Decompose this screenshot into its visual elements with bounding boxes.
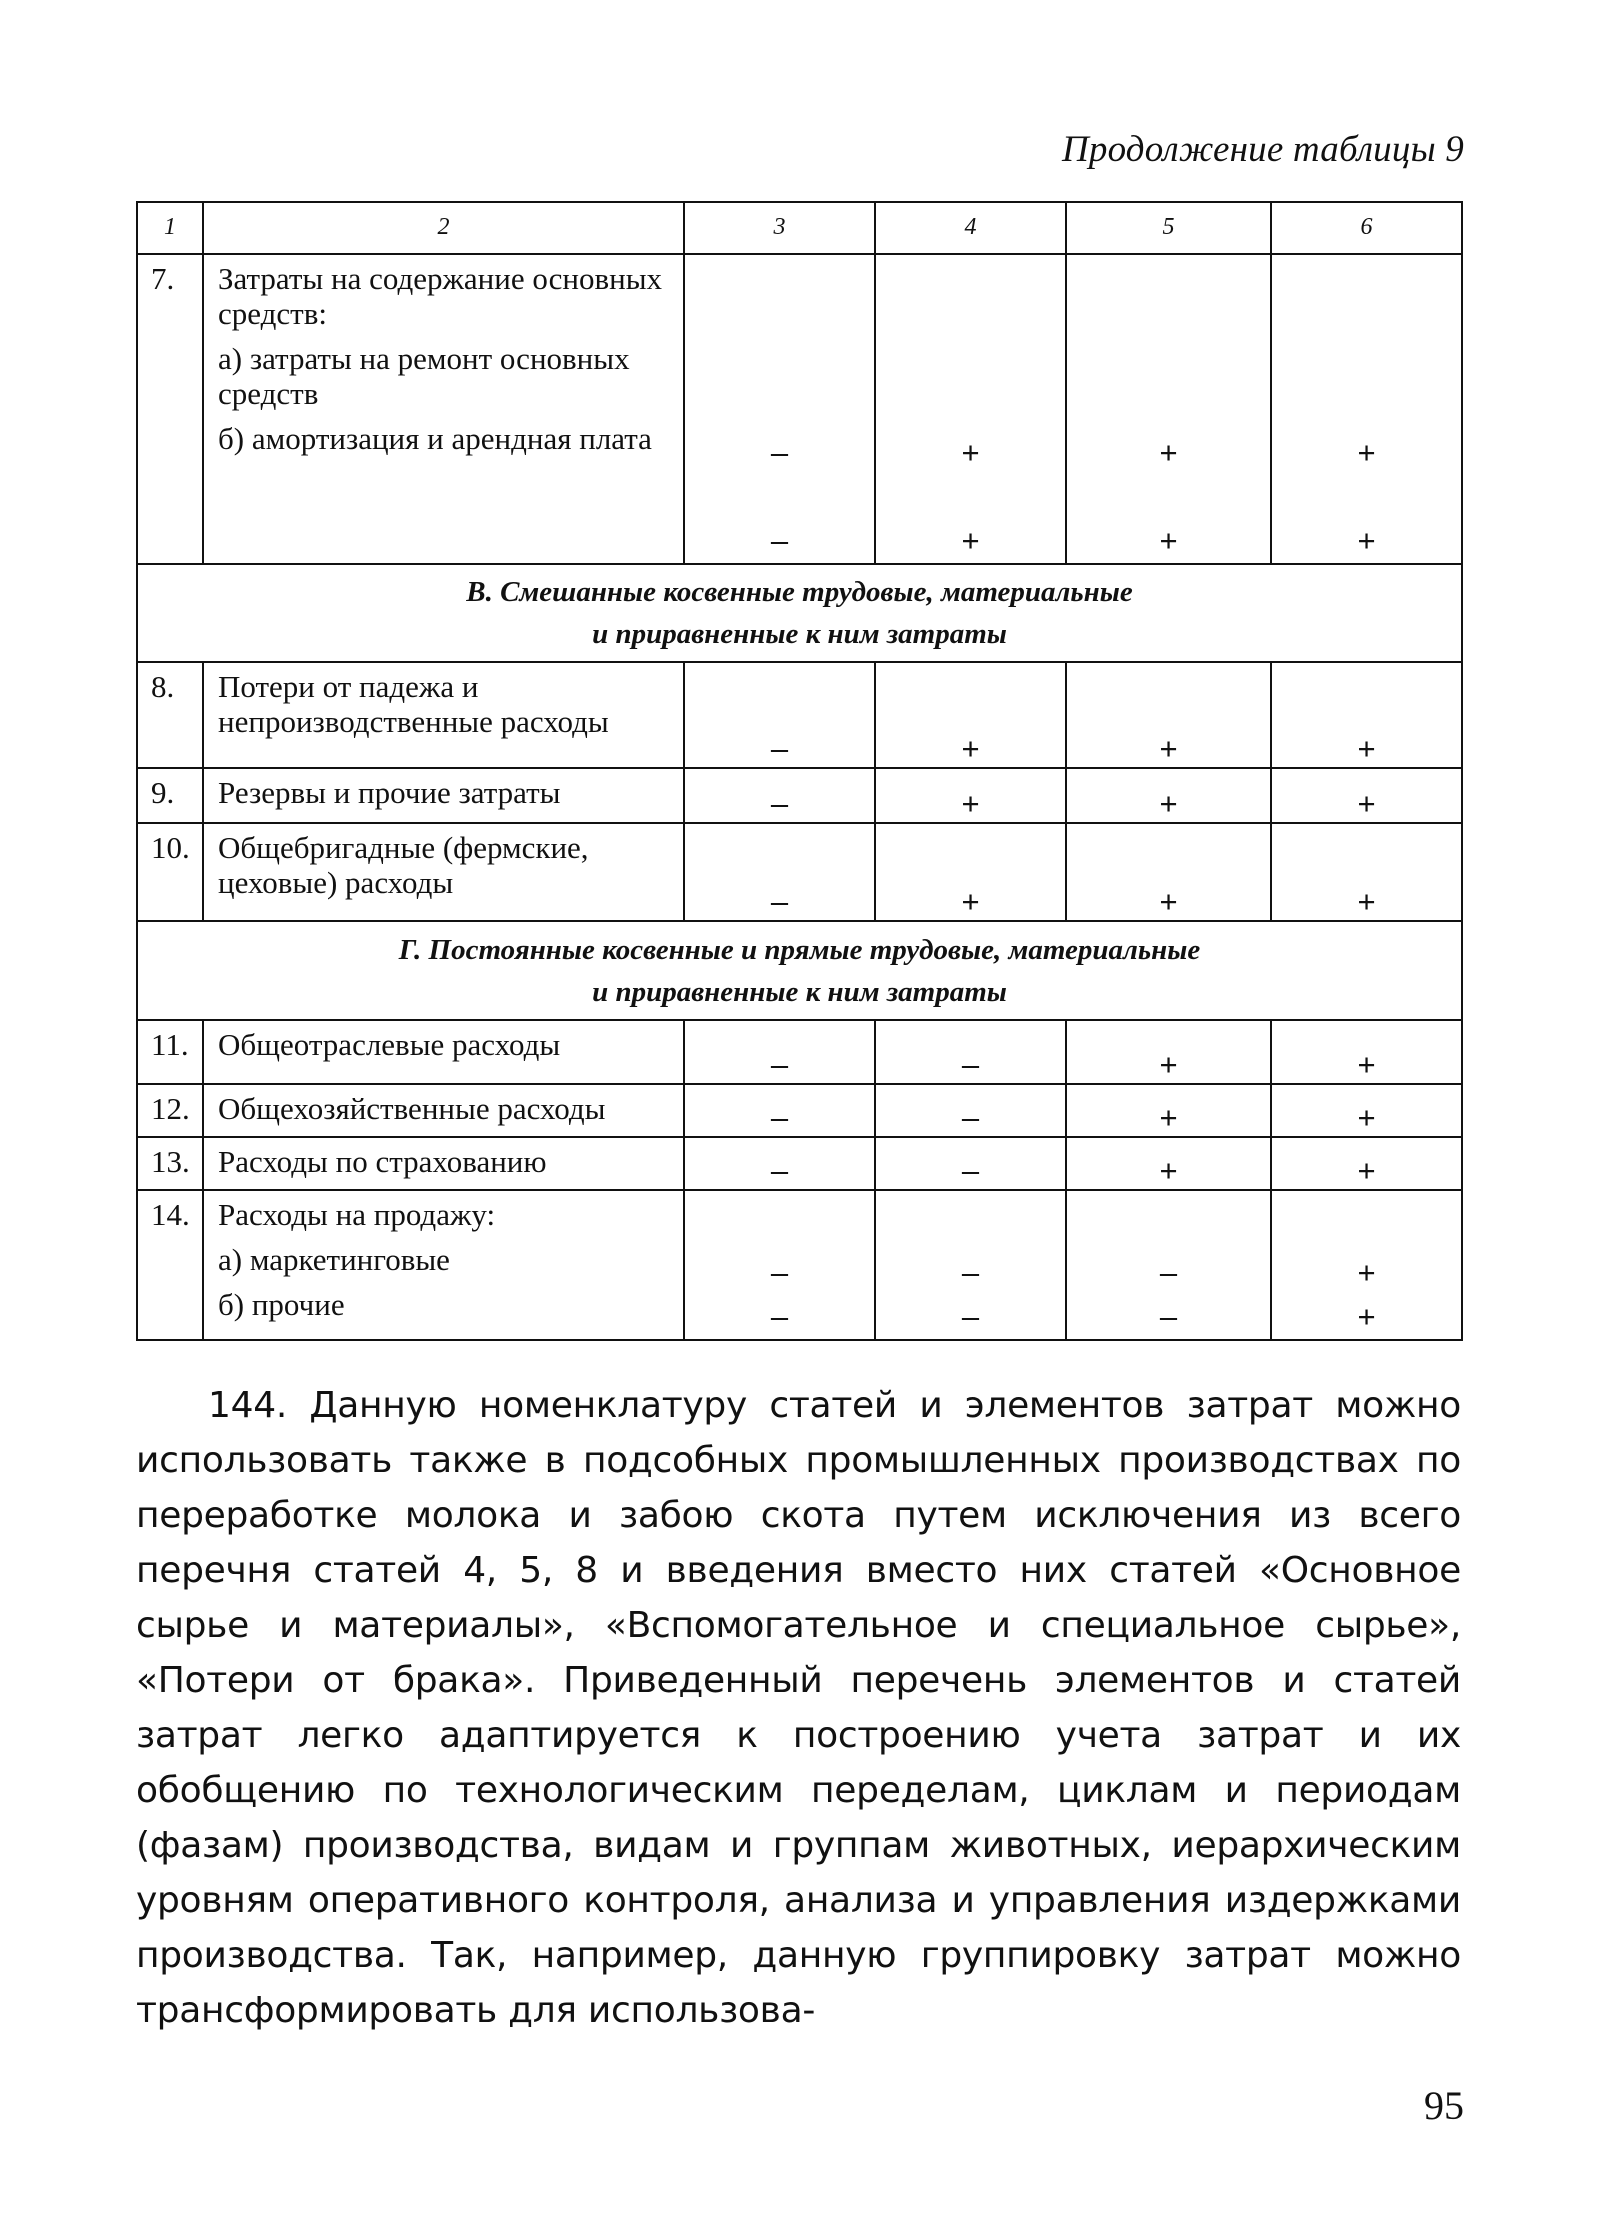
mark-cell <box>1271 254 1462 564</box>
mark: – <box>961 1299 980 1334</box>
cost-items-table <box>136 201 1463 1341</box>
mark: + <box>1357 1255 1376 1290</box>
mark-cell: + <box>1271 662 1462 768</box>
mark-cell: + <box>1066 768 1271 823</box>
mark-cell: + <box>1066 1020 1271 1084</box>
header-cell: 3 <box>684 202 875 254</box>
mark-cell <box>684 254 875 564</box>
table-caption: Продолжение таблицы 9 <box>1061 129 1464 170</box>
table-row <box>137 1020 1462 1084</box>
mark: + <box>1357 434 1376 470</box>
mark-cell: + <box>1271 1137 1462 1190</box>
mark-cell: + <box>875 768 1066 823</box>
header-cell: 1 <box>137 202 203 254</box>
row-sub-item: а) затраты на ремонт основных средств <box>218 340 630 411</box>
mark: – <box>770 1255 789 1290</box>
mark: + <box>1159 522 1178 558</box>
header-cell: 5 <box>1066 202 1271 254</box>
mark-cell: + <box>875 662 1066 768</box>
mark: + <box>1357 1299 1376 1334</box>
mark-cell: – <box>684 823 875 922</box>
header-cell: 2 <box>203 202 684 254</box>
mark-cell: – <box>684 662 875 768</box>
row-number: 14. <box>137 1190 203 1340</box>
mark-cell: + <box>1271 1020 1462 1084</box>
mark: + <box>1159 434 1178 470</box>
mark: + <box>1357 522 1376 558</box>
mark-cell: – <box>875 1020 1066 1084</box>
mark-cell: – <box>684 1137 875 1190</box>
mark-cell: + <box>1066 1137 1271 1190</box>
row-description <box>203 254 684 564</box>
mark: – <box>1159 1299 1178 1334</box>
row-number: 13. <box>137 1137 203 1190</box>
row-number: 8. <box>137 662 203 768</box>
mark: – <box>770 522 789 558</box>
row-number: 7. <box>137 254 203 564</box>
mark-cell <box>1271 1190 1462 1340</box>
row-title: Затраты на содержание основных средств: <box>218 260 663 331</box>
row-sub-item: а) маркетинговые <box>218 1241 450 1277</box>
section-heading: Г. Постоянные косвенные и прямые трудовые, материальные и приравненные к ним затраты <box>137 921 1462 1020</box>
section-heading: В. Смешанные косвенные трудовые, материальные и приравненные к ним затраты <box>137 564 1462 663</box>
mark: – <box>961 1255 980 1290</box>
row-description: Потери от падежа и непроизводственные расходы <box>203 662 684 768</box>
table-row <box>137 768 1462 823</box>
header-cell: 4 <box>875 202 1066 254</box>
body-paragraph: 144. Данную номенклатуру статей и элементов затрат можно использовать также в подсобных промышленных производствах по переработке молока и забою скота путем исключения из всего перечня статей 4, 5, 8 и введения вместо них статей «Основное сырье и материалы», «Вспомогательное и специальное сырье», «Потери от брака». Приведенный перечень элементов и статей затрат легко адаптируется к построению учета затрат и их обобщению по технологическим переделам, циклам и периодам (фазам) производства, видам и группам животных, иерархическим уровням оперативного контроля, анализа и управления издержками производства. Так, например, данную группировку затрат можно трансформировать для использова- <box>136 1385 1461 2031</box>
row-description: Резервы и прочие затраты <box>203 768 684 823</box>
mark-cell <box>875 1190 1066 1340</box>
table-row <box>137 823 1462 922</box>
row-number: 9. <box>137 768 203 823</box>
row-number: 10. <box>137 823 203 922</box>
mark: + <box>961 434 980 470</box>
mark-cell: – <box>875 1084 1066 1137</box>
mark-cell: + <box>1066 662 1271 768</box>
row-description: Общебригадные (фермские, цеховые) расходы <box>203 823 684 922</box>
table-row <box>137 254 1462 564</box>
mark: – <box>770 434 789 470</box>
header-row <box>137 202 1462 254</box>
row-description: Общеотраслевые расходы <box>203 1020 684 1084</box>
table-row <box>137 1137 1462 1190</box>
mark-cell <box>684 1190 875 1340</box>
mark: – <box>1159 1255 1178 1290</box>
mark: – <box>770 1299 789 1334</box>
mark-cell: – <box>684 1084 875 1137</box>
row-description <box>203 1190 684 1340</box>
row-number: 12. <box>137 1084 203 1137</box>
mark-cell <box>1066 254 1271 564</box>
section-row <box>137 564 1462 663</box>
mark-cell: – <box>684 1020 875 1084</box>
mark-cell: + <box>875 823 1066 922</box>
row-number: 11. <box>137 1020 203 1084</box>
mark-cell: + <box>1066 823 1271 922</box>
mark: + <box>961 522 980 558</box>
mark-cell <box>875 254 1066 564</box>
table-row <box>137 1190 1462 1340</box>
mark-cell: + <box>1271 823 1462 922</box>
row-sub-item: б) амортизация и арендная плата <box>218 420 652 456</box>
mark-cell: + <box>1066 1084 1271 1137</box>
mark-cell: – <box>684 768 875 823</box>
page-number: 95 <box>1424 2083 1464 2128</box>
table-row <box>137 662 1462 768</box>
row-sub-item: б) прочие <box>218 1286 345 1322</box>
row-description: Расходы по страхованию <box>203 1137 684 1190</box>
mark-cell: + <box>1271 1084 1462 1137</box>
mark-cell: + <box>1271 768 1462 823</box>
section-row <box>137 921 1462 1020</box>
row-description: Общехозяйственные расходы <box>203 1084 684 1137</box>
row-title: Расходы на продажу: <box>218 1196 496 1232</box>
header-cell: 6 <box>1271 202 1462 254</box>
mark-cell: – <box>875 1137 1066 1190</box>
mark-cell <box>1066 1190 1271 1340</box>
table-row <box>137 1084 1462 1137</box>
